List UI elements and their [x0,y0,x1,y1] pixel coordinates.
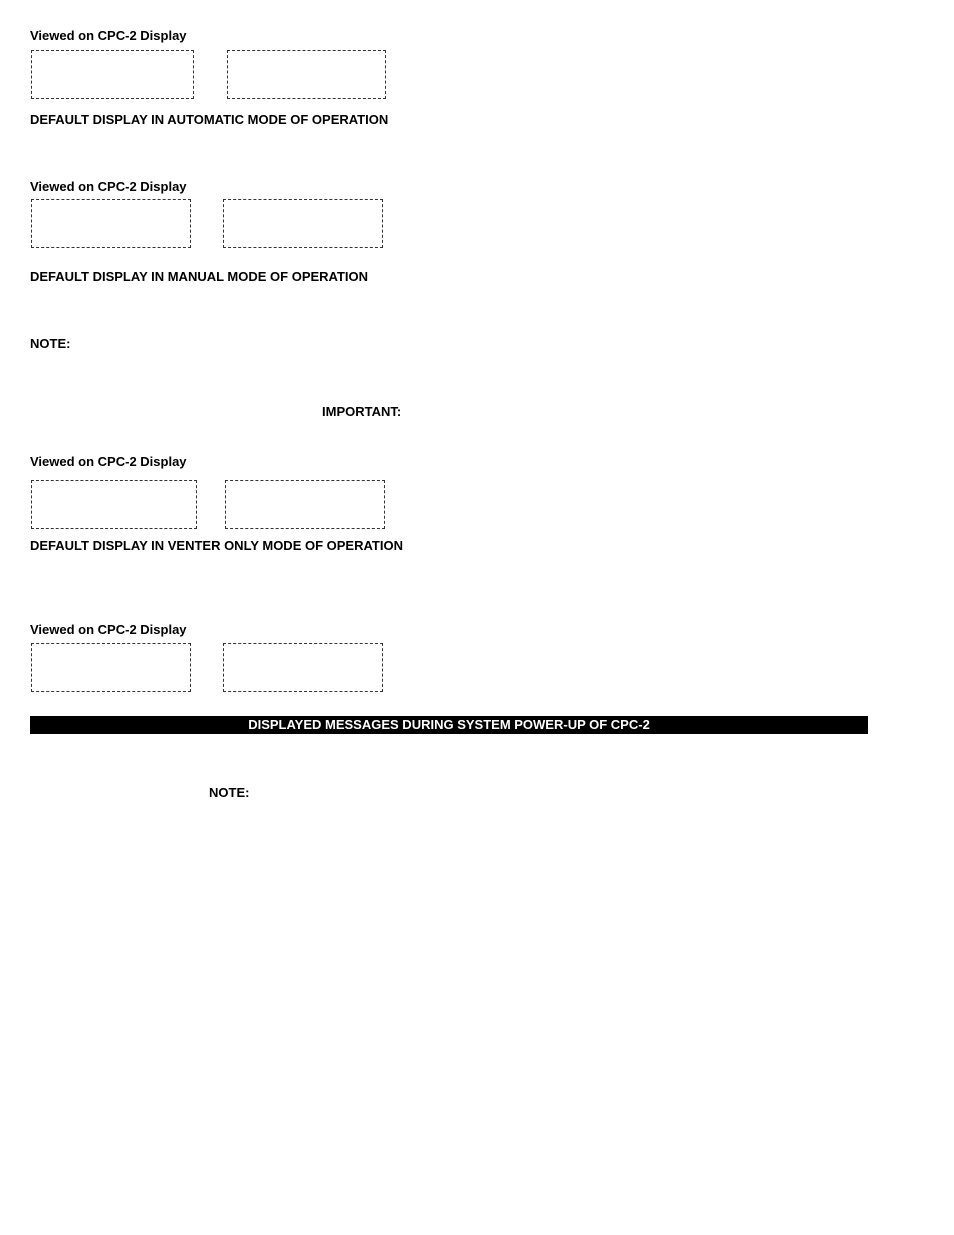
note-label: NOTE: [30,336,71,351]
display-panel-right [227,50,386,99]
note-label: NOTE: [209,785,250,800]
display-panel-right [225,480,385,529]
display-panel-left [31,480,197,529]
important-label: IMPORTANT: [322,404,402,419]
viewed-on-display-label: Viewed on CPC-2 Display [30,28,187,43]
power-up-messages-banner: DISPLAYED MESSAGES DURING SYSTEM POWER-UP OF CPC-2 [30,716,868,734]
manual-mode-caption: DEFAULT DISPLAY IN MANUAL MODE OF OPERATION [30,269,369,284]
display-panel-left [31,50,194,99]
viewed-on-display-label: Viewed on CPC-2 Display [30,454,187,469]
automatic-mode-caption: DEFAULT DISPLAY IN AUTOMATIC MODE OF OPERATION [30,112,389,127]
viewed-on-display-label: Viewed on CPC-2 Display [30,179,187,194]
display-panel-right [223,643,383,692]
display-panel-right [223,199,383,248]
viewed-on-display-label: Viewed on CPC-2 Display [30,622,187,637]
display-panel-left [31,643,191,692]
venter-only-mode-caption: DEFAULT DISPLAY IN VENTER ONLY MODE OF OPERATION [30,538,403,553]
display-panel-left [31,199,191,248]
